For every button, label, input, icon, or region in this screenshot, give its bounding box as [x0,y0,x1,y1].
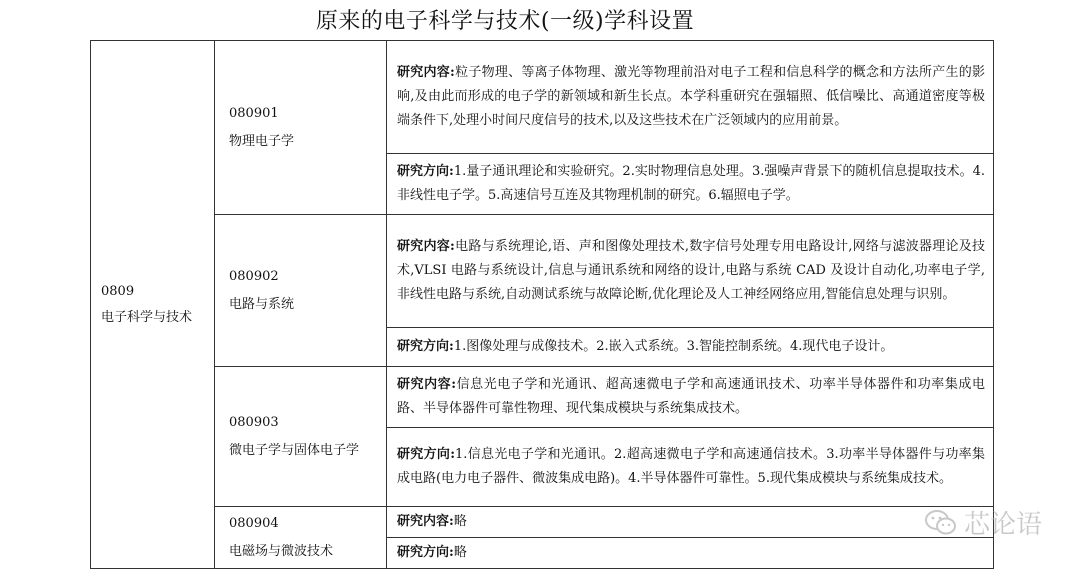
subject-cell [215,215,387,367]
table-row [91,215,994,328]
research-direction-label: 研究方向: [397,447,456,462]
wechat-icon [924,509,958,537]
research-content-text: 信息光电子学和光通讯、超高速微电子学和高速通讯技术、功率半导体器件和功率集成电路、半导体器件可靠性物理、现代集成模块与系统集成技术。 [397,377,985,416]
discipline-table [90,40,994,569]
research-content-cell [387,215,994,328]
research-content-label: 研究内容: [397,377,457,392]
subject-cell [215,507,387,569]
subject-name: 物理电子学 [229,133,295,149]
discipline-name: 电子科学与技术 [101,309,193,325]
watermark [924,504,1042,541]
subject-code: 080903 [229,414,279,430]
table-row [91,367,994,428]
discipline-cell [91,41,215,569]
subject-name: 电磁场与微波技术 [229,543,334,559]
watermark-text: 芯论语 [963,510,1042,540]
subject-name: 电路与系统 [229,296,295,312]
research-direction-text: 1.信息光电子学和光通讯。2.超高速微电子学和高速通信技术。3.功率半导体器件与功率集成电路(电力电子器件、微波集成电路)。4.半导体器件可靠性。5.现代集成模块与系统集成技术。 [397,447,985,486]
discipline-code: 0809 [101,283,135,299]
research-content-cell [387,507,994,538]
research-content-text: 略 [453,514,467,529]
research-direction-cell [387,154,994,215]
research-direction-label: 研究方向: [397,339,454,354]
table-row [91,41,994,154]
research-content-label: 研究内容: [397,65,455,80]
research-content-cell [387,41,994,154]
research-direction-cell [387,428,994,507]
research-direction-label: 研究方向: [397,164,454,179]
research-direction-text: 1.图像处理与成像技术。2.嵌入式系统。3.智能控制系统。4.现代电子设计。 [453,339,894,354]
subject-code: 080902 [229,268,279,284]
research-direction-cell [387,538,994,569]
page-title: 原来的电子科学与技术(一级)学科设置 [315,9,695,34]
subject-cell [215,41,387,215]
table-row [91,507,994,538]
research-direction-text: 1.量子通讯理论和实验研究。2.实时物理信息处理。3.强噪声背景下的随机信息提取技术。4.非线性电子学。5.高速信号互连及其物理机制的研究。6.辐照电子学。 [397,164,985,203]
subject-code: 080901 [229,105,279,121]
research-content-text: 粒子物理、等离子体物理、激光等物理前沿对电子工程和信息科学的概念和方法所产生的影响,及由此而形成的电子学的新领域和新生长点。本学科重研究在强辐照、低信噪比、高通道密度等极端条件下,处理小时间尺度信号的技术,以及这些技术在广泛领域内的应用前景。 [397,65,985,128]
research-content-label: 研究内容: [397,239,455,254]
research-content-label: 研究内容: [397,514,454,529]
research-direction-cell [387,328,994,367]
research-content-cell [387,367,994,428]
research-direction-text: 略 [453,545,467,560]
subject-cell [215,367,387,507]
subject-name: 微电子学与固体电子学 [229,442,360,458]
subject-code: 080904 [229,515,279,531]
research-content-text: 电路与系统理论,语、声和图像处理技术,数字信号处理专用电路设计,网络与滤波器理论及技术,VLSI 电路与系统设计,信息与通讯系统和网络的设计,电路与系统 CAD 及设计自动化,功率电子学,非线性电路与系统,自动测试系统与故障论断,优化理论及人工神经网络应用,智能信息处理与识别。 [397,239,985,302]
research-direction-label: 研究方向: [397,545,454,560]
